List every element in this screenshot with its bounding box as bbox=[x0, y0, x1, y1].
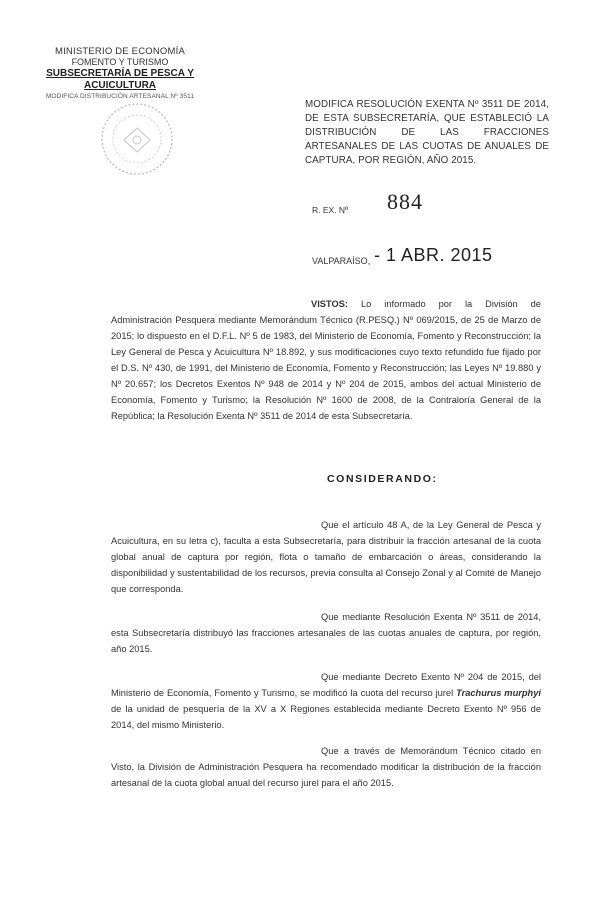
considerando-item-1 bbox=[111, 517, 541, 597]
resolution-number-label: R. EX. Nº bbox=[312, 205, 349, 215]
vistos-label: VISTOS: bbox=[311, 299, 349, 309]
undersecretary-name: SUBSECRETARÍA DE PESCA Y ACUICULTURA bbox=[46, 68, 194, 91]
considerando-heading: CONSIDERANDO: bbox=[327, 473, 438, 485]
considerando-item-3 bbox=[111, 669, 541, 733]
vistos-text: Lo informado por la División de Administración Pesquera mediante Memorándum Técnico (R.PESQ.) Nº 069/2015, de 25 de Marzo de 2015; lo dispuesto en el D.F.L. Nº 5 de 1983, del Ministerio de Economía, Fomento y Reconstrucción; la Ley General de Pesca y Acuicultura Nº 18.892, y sus modificaciones cuyo texto refundido fue fijado por el D.S. Nº 430, de 1991, del Ministerio de Economía, Fomento y Reconstrucción; las Leyes Nº 19.880 y Nº 20.657; los Decretos Exentos Nº 948 de 2014 y Nº 204 de 2015, ambos del actual Ministerio de Economía, Fomento y Turismo; la Resolución Nº 1600 de 2008, de la Contraloría General de la República; la Resolución Exenta Nº 3511 de 2014 de esta Subsecretaría. bbox=[111, 299, 541, 421]
vistos-paragraph bbox=[111, 296, 541, 424]
place-label: VALPARAÍSO, bbox=[312, 256, 371, 266]
considerando-text-3a: Que mediante Decreto Exento Nº 204 de 2015, del Ministerio de Economía, Fomento y Turismo, se modificó la cuota del recurso jurel bbox=[111, 672, 541, 698]
considerando-text-1: Que el artículo 48 A, de la Ley General de Pesca y Acuicultura, en su letra c), faculta a esta Subsecretaría, para distribuir la fracción artesanal de la cuota global anual de captura por región, flota o tamaño de embarcación o áreas, considerando la disponibilidad y sustentabilidad de los recursos, previa consulta al Consejo Zonal y al Comité de Manejo que corresponda. bbox=[111, 520, 541, 594]
considerando-text-4: Que a través de Memorándum Técnico citado en Visto, la División de Administración Pesquera ha recomendado modificar la distribución de la fracción artesanal de la cuota global anual del recurso jurel para el año 2015. bbox=[111, 746, 541, 788]
date-stamp: - 1 ABR. 2015 bbox=[374, 245, 493, 265]
letterhead-reference: MODIFICA DISTRIBUCIÓN ARTESANAL Nº 3511 bbox=[45, 93, 195, 100]
species-name: Trachurus murphyi bbox=[456, 688, 541, 698]
letterhead bbox=[30, 46, 210, 101]
ministry-name: MINISTERIO DE ECONOMÍA bbox=[54, 46, 186, 57]
considerando-text-3b: de la unidad de pesquería de la XV a X Regiones establecida mediante Decreto Exento Nº 956 de 2014, del mismo Ministerio. bbox=[111, 704, 541, 730]
ministry-subtitle: FOMENTO Y TURISMO bbox=[71, 57, 169, 67]
considerando-item-2 bbox=[111, 609, 541, 657]
considerando-text-2: Que mediante Resolución Exenta Nº 3511 de 2014, esta Subsecretaría distribuyó las fracciones artesanales de las cuotas anuales de captura, por región, año 2015. bbox=[111, 612, 541, 654]
resolution-number: 884 bbox=[387, 189, 423, 214]
official-seal-stamp bbox=[98, 100, 176, 178]
considerando-item-4 bbox=[111, 743, 541, 791]
resolution-subject: MODIFICA RESOLUCIÓN EXENTA Nº 3511 DE 2014, DE ESTA SUBSECRETARÍA, QUE ESTABLECIÓ LA DISTRIBUCIÓN DE LAS FRACCIONES ARTESANALES DE LAS CUOTAS DE ANUALES DE CAPTURA, POR REGIÓN, AÑO 2015. bbox=[305, 99, 549, 166]
